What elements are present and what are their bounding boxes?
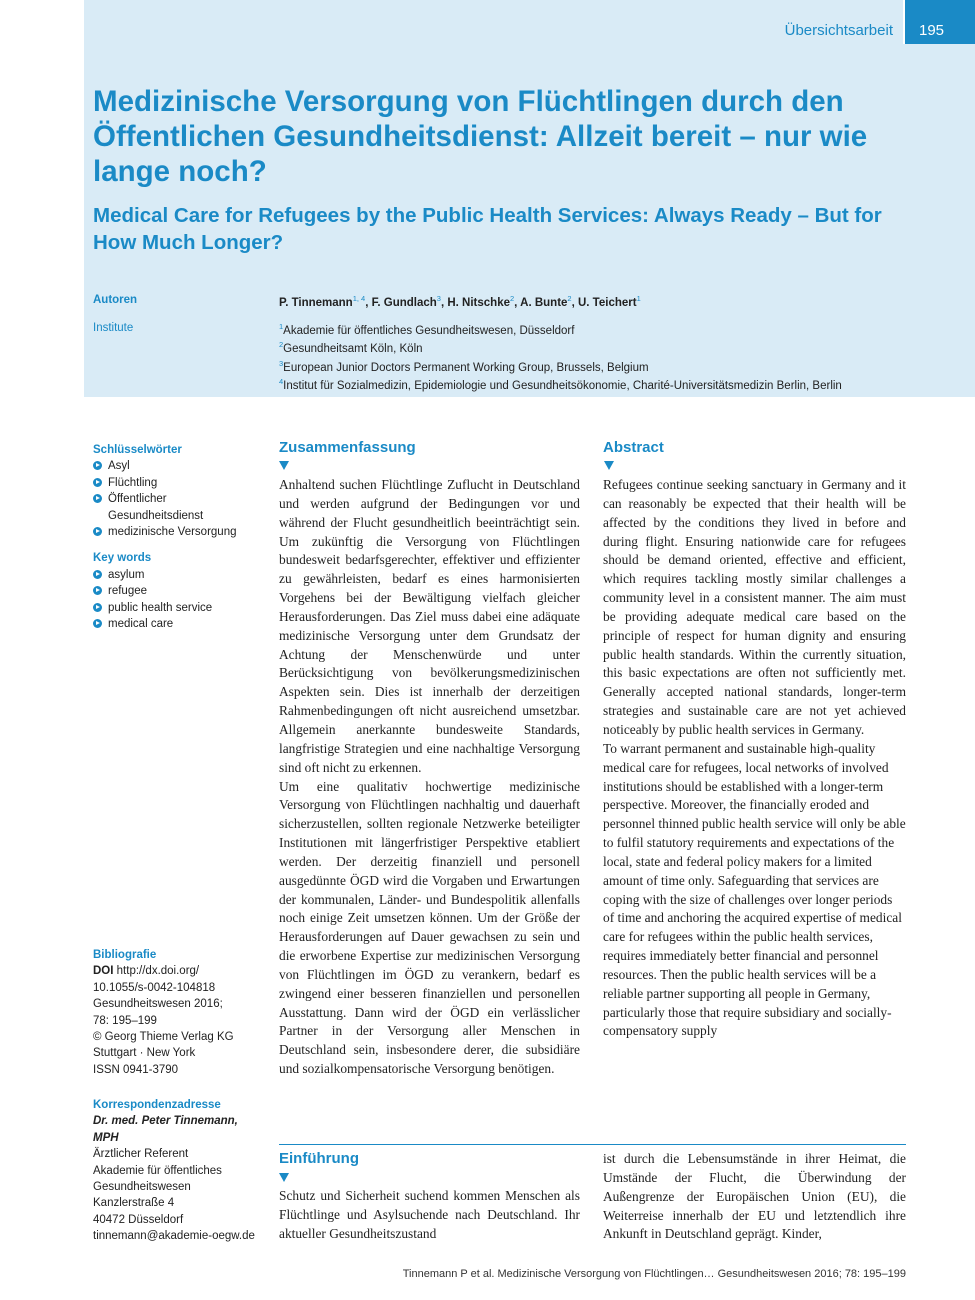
author: P. Tinnemann$^{1, 4}$ (279, 294, 366, 309)
institute-item: $^4$Institut für Sozialmedizin, Epidemiologie und Gesundheitsökonomie, Charité-Universitätsmedizin Berlin, Berlin (279, 376, 842, 392)
correspondence-heading: Korrespondenzadresse (93, 1099, 221, 1111)
down-triangle-icon (279, 1173, 289, 1182)
paragraph: Refugees continue seeking sanctuary in Germany and it can reasonably be expected that their health will be affected by the conditions they lived in before and during flight. Ensuring nationwide care for refugees should be demand oriented, effective and efficient, which requires tackling mostly similar challenges a community level in a consistent manner. The aim must be providing adequate medical care based on the principle of respect for human dignity and ensuring public health standards. Within the currently situation, this basic expectations are often not sufficiently met. Generally accepted national standards, longer-term strategies and sustainable care are not yet achieved noticeably by public health services in Germany. (603, 477, 906, 737)
page-footer: Tinnemann P et al. Medizinische Versorgung von Flüchtlingen… Gesundheitswesen 2016; 78: 195–199 (402, 1268, 906, 1280)
title-english: Medical Care for Refugees by the Public Health Services: Always Ready – But for How Much Longer? (93, 204, 882, 254)
correspondence-line: Ärztlicher Referent (93, 1148, 189, 1161)
author: A. Bunte$^2$ (520, 294, 572, 309)
correspondence-line: Gesundheitswesen (93, 1181, 191, 1194)
publisher: © Georg Thieme Verlag KG (93, 1031, 234, 1044)
doi-value: 10.1055/s-0042-104818 (93, 981, 216, 994)
volume-pages: 78: 195–199 (93, 1014, 157, 1027)
paragraph: Um eine qualitativ hochwertige medizinische Versorgung von Flüchtlingen nachhaltig und dauerhaft sicherzustellen, sollten regionale Netzwerke beteiligter Institutionen mit längerfristiger Perspektive etabliert werden. Der derzeitig finanziell und personell ausgedünnte ÖGD wird die Vorgaben und Erwartungen der kommunalen, Länder- und Bundespolitik allenfalls noch einige Zeit umsetzen können. Um der Größe der Herausforderungen auf Dauer gewachsen zu sein und die erworbene Expertise zur medizinischen Versorgung von Flüchtlingen im ÖGD zu verankern, bedarf es zwingend einer besseren finanziellen und personellen Ausstattung. Dann wird der ÖGD ein verlässlicher Partner in der Versorgung aller Menschen in Deutschland sein, insbesondere derer, die subsidiäre und sozialkompensatorische Versorgung benötigen. (279, 778, 580, 1077)
correspondence-email[interactable]: tinnemann@akademie-oegw.de (93, 1230, 255, 1243)
keywords-en-heading: Key words (93, 552, 152, 565)
author: H. Nitschke$^2$ (447, 294, 515, 309)
abstract-text (603, 476, 906, 1041)
institute-item: $^2$Gesundheitsamt Köln, Köln (279, 340, 423, 356)
keyword-item: Asyl (93, 458, 263, 474)
keywords-de-list (93, 458, 263, 540)
authors-label: Autoren (93, 294, 138, 306)
issn: ISSN 0941-3790 (93, 1063, 179, 1076)
author-list: P. Tinnemann$^{1, 4}$, F. Gundlach$^3$, H. Nitschke$^2$, A. Bunte$^2$, U. Teichert$^1$ (279, 294, 641, 309)
keywords-de-heading: Schlüsselwörter (93, 444, 182, 456)
keyword-item: Öffentlicher Gesundheitsdienst (93, 491, 213, 524)
abstract-heading: Abstract (603, 439, 664, 456)
einfuehrung-heading: Einführung (279, 1150, 359, 1167)
bibliography-heading: Bibliografie (93, 949, 157, 961)
author: U. Teichert$^1$ (577, 294, 641, 309)
correspondence-line: Akademie für öffentliches (93, 1164, 222, 1177)
institute-item: $^3$European Junior Doctors Permanent Working Group, Brussels, Belgium (279, 358, 649, 374)
doi-label: DOI (93, 965, 114, 978)
keywords-sidebar (93, 442, 263, 632)
correspondence-block (93, 1097, 263, 1245)
institute-item: $^1$Akademie für öffentliches Gesundheitswesen, Düsseldorf (279, 322, 575, 337)
correspondence-name: Dr. med. Peter Tinnemann, MPH (93, 1115, 238, 1144)
institute-list (279, 320, 842, 393)
correspondence-line: 40472 Düsseldorf (93, 1213, 184, 1226)
down-triangle-icon (604, 461, 614, 470)
keyword-item: Flüchtling (93, 475, 263, 491)
down-triangle-icon (279, 461, 289, 470)
keyword-item: medical care (93, 616, 263, 632)
zusammenfassung-text (279, 476, 580, 1079)
correspondence-line: Kanzlerstraße 4 (93, 1197, 175, 1210)
paragraph: To warrant permanent and sustainable high-quality medical care for refugees, local networks of involved institutions should be established with a longer-term perspective. Moreover, the financially eroded and personnel thinned public health service will only be able to fulfil statutory requirements and expectations of the local, state and federal policy makers for a limited amount of time only. Safeguarding that services are coping with the size of challenges over longer periods of time and anchoring the acquired expertise of medical care for refugees within the public health services, requires immediately better financial and personnel resources. Then the public health services will be a reliable partner supporting all people in Germany, particularly those that require subsidiary and socially-compensatory supply (603, 740, 906, 1039)
keyword-item: asylum (93, 567, 263, 583)
keyword-item: medizinische Versorgung (93, 524, 263, 540)
einfuehrung-text-right: ist durch die Lebensumstände in ihrer Heimat, die Umstände der Flucht, die Überwindung der Außengrenze der Europäischen Union (EU), die Weiterreise innerhalb der EU und letztendlich ihre Ankunft in Deutschland geprägt. Kinder, (603, 1151, 906, 1242)
title-german: Medizinische Versorgung von Flüchtlingen durch den Öffentlichen Gesundheitsdienst: Allzeit bereit – nur wie lange noch? (93, 85, 868, 188)
publisher-location: Stuttgart · New York (93, 1047, 196, 1060)
page-number: 195 (905, 0, 975, 44)
running-head (785, 0, 975, 44)
keywords-en-list (93, 567, 263, 633)
doi-link[interactable]: http://dx.doi.org/ (116, 965, 200, 978)
zusammenfassung-heading: Zusammenfassung (279, 439, 416, 456)
einfuehrung-text-left: Schutz und Sicherheit suchend kommen Menschen als Flüchtlinge und Asylsuchende nach Deutschland. Ihr aktueller Gesundheitszustand (279, 1188, 580, 1241)
bibliography-block (93, 947, 263, 1078)
institutes-label: Institute (93, 322, 134, 334)
section-divider (279, 1144, 906, 1145)
keyword-item: refugee (93, 583, 263, 599)
section-label: Übersichtsarbeit (784, 22, 893, 39)
keyword-item: public health service (93, 600, 263, 616)
paragraph: Anhaltend suchen Flüchtlinge Zuflucht in Deutschland und werden aufgrund der Bedingungen vor und während der Flucht gesundheitlich beeinträchtigt sein. Um zukünftig die Versorgung von Flüchtlingen bundesweit bedarfsgerechter, effektiver und effizienter zu gewährleisten, bedarf es eines harmonisierten Vorgehens bei der Bewältigung vielfach gleicher Herausforderungen. Das Ziel muss dabei eine adäquate medizinische Versorgung unter dem Grundsatz der Achtung der Menschenwürde und unter Berücksichtigung von bevölkerungsmedizinischen Aspekten sein. Dies ist innerhalb der derzeitigen Rahmenbedingungen oft nicht ausreichend umsetzbar. Allgemein anerkannte bundesweite Standards, langfristige Strategien und eine nachhaltige Versorgung sind oft nicht zu erkennen. (279, 477, 580, 775)
journal-line: Gesundheitswesen 2016; (93, 998, 223, 1011)
author: F. Gundlach$^3$ (371, 294, 441, 309)
